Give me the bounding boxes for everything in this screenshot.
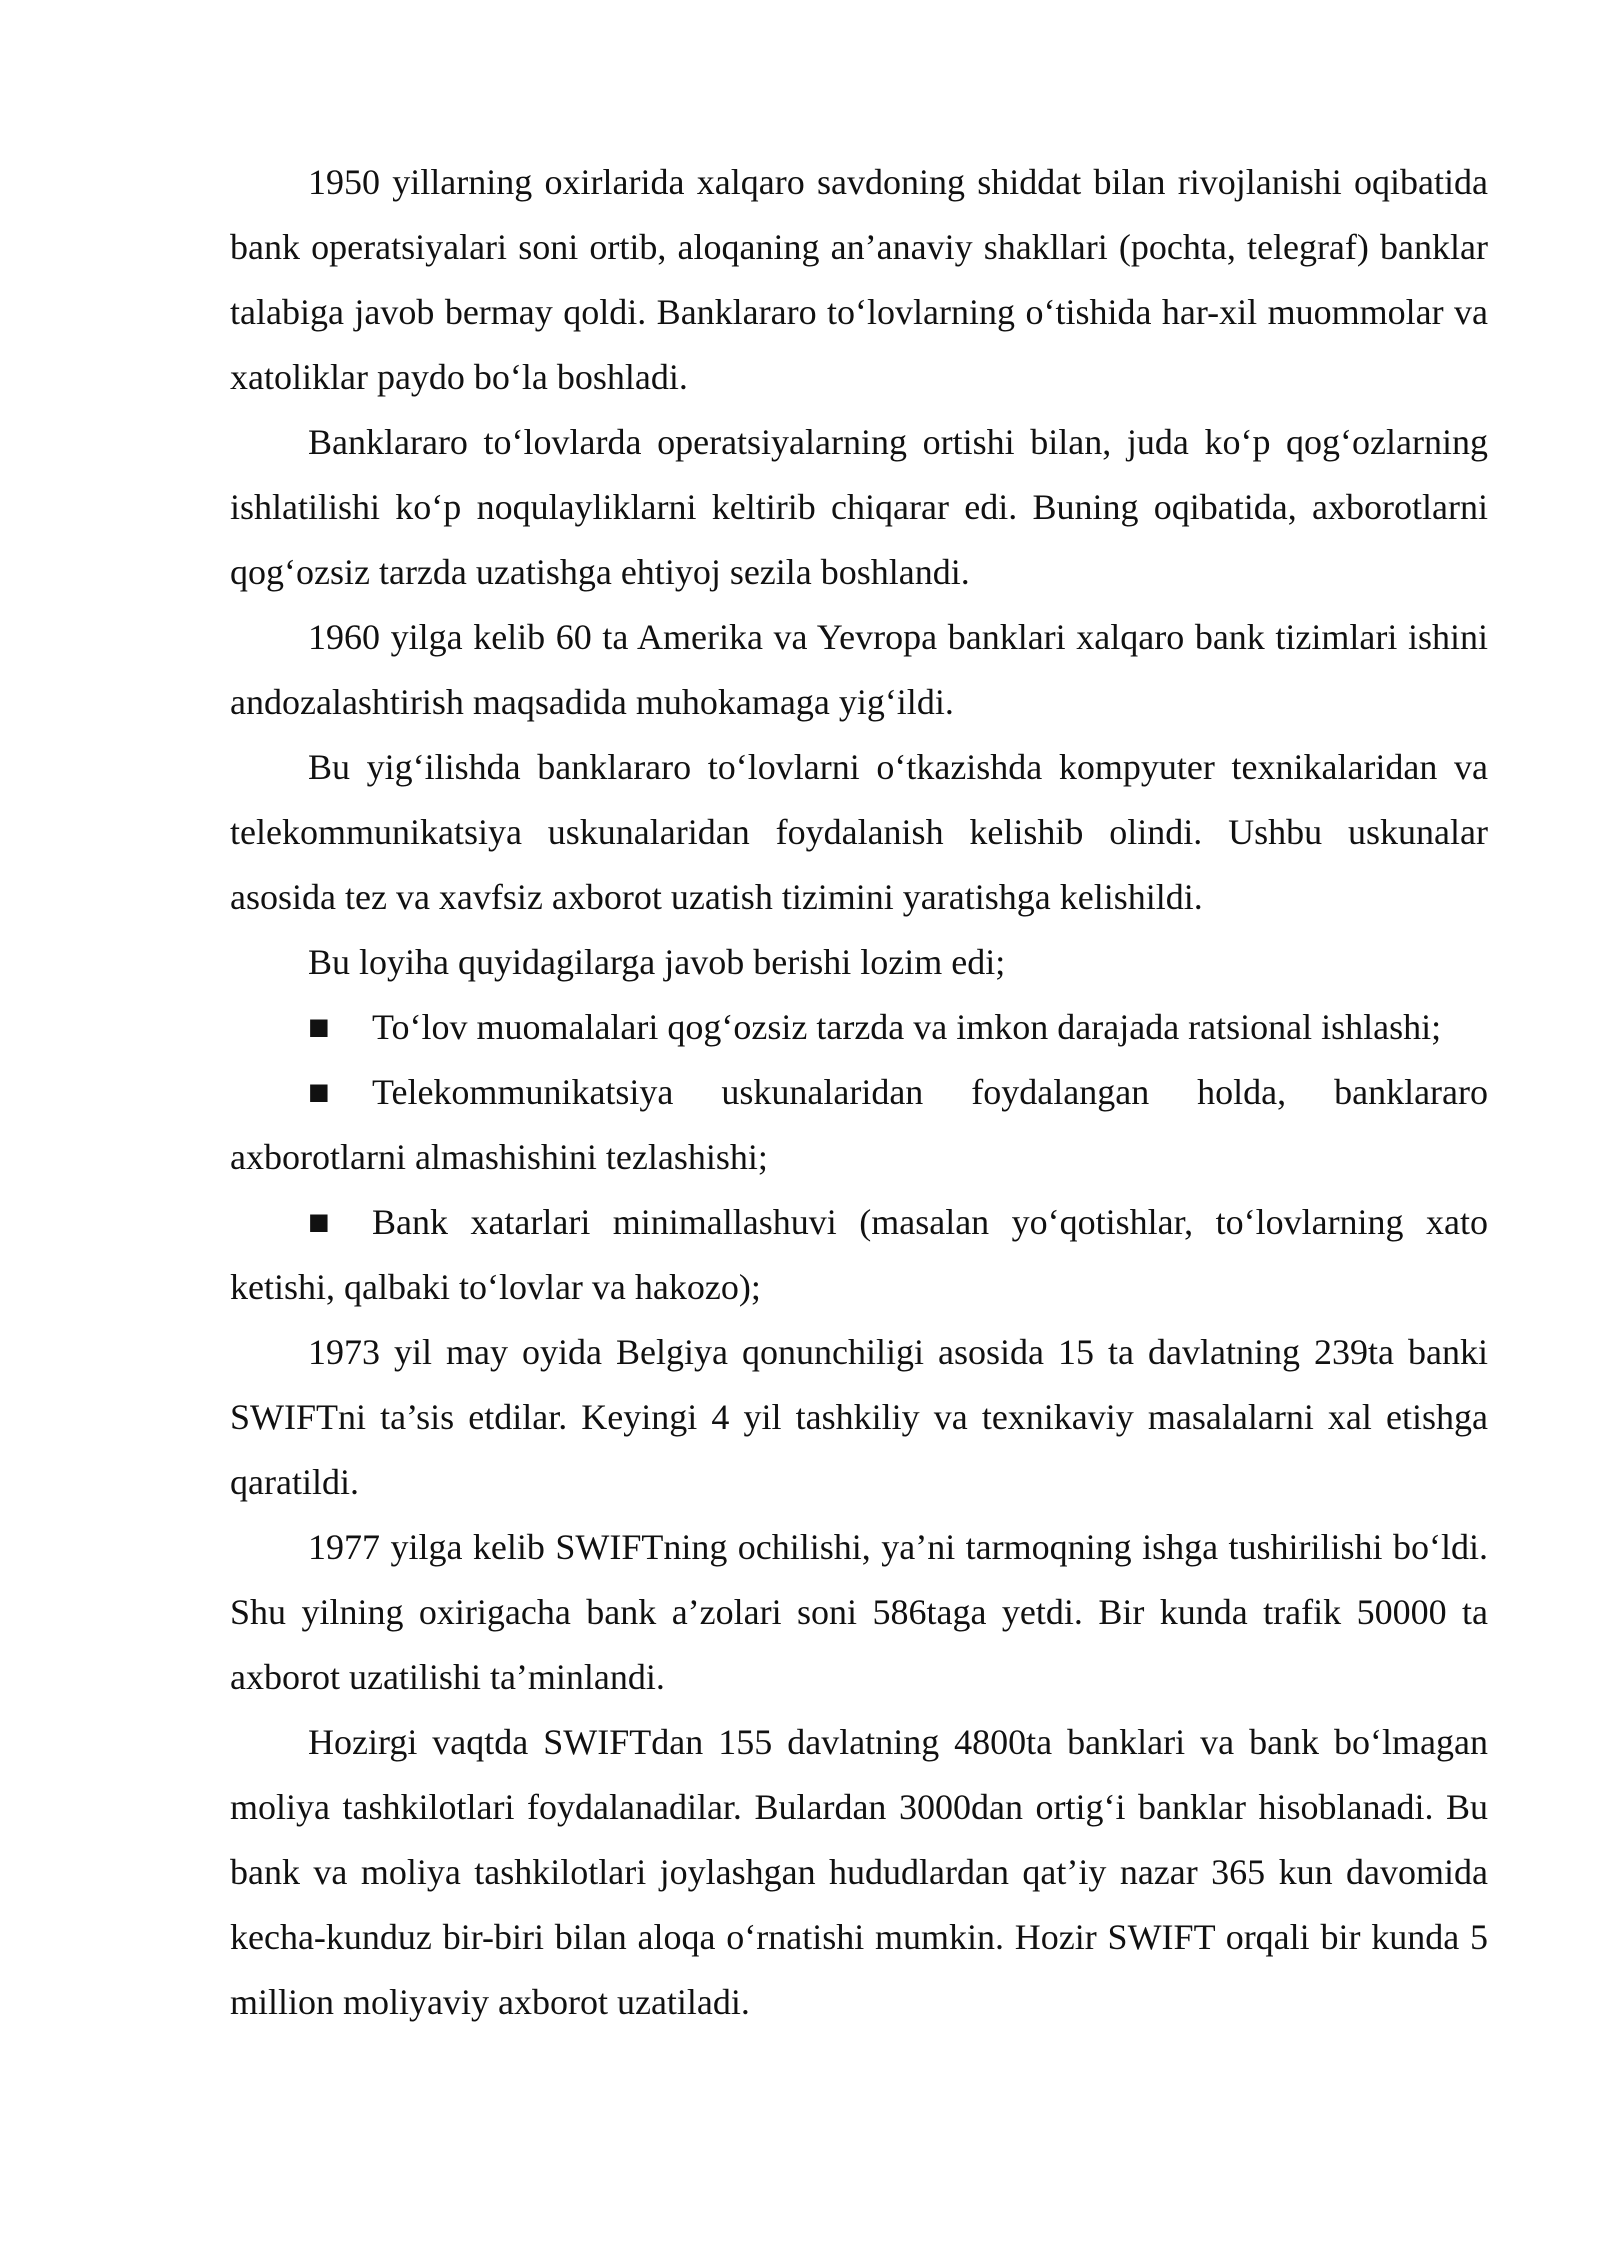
list-item: [230, 995, 1488, 1060]
list-item-text: Telekommunikatsiya uskunalaridan foydalangan holda, banklararo axborotlarni almashishini tezlashishi;: [230, 1072, 1488, 1177]
paragraph-meeting-agreement: Bu yig‘ilishda banklararo to‘lovlarni o‘tkazishda kompyuter texnikalaridan va telekommunikatsiya uskunalaridan foydalanish kelishib olindi. Ushbu uskunalar asosida tez va xavfsiz axborot uzatish tizimini yaratishga kelishildi.: [230, 747, 1488, 917]
list-item-text: To‘lov muomalalari qog‘ozsiz tarzda va imkon darajada ratsional ishlashi;: [372, 1007, 1442, 1047]
list-item-text: Bank xatarlari minimallashuvi (masalan yo‘qotishlar, to‘lovlarning xato ketishi, qalbaki to‘lovlar va hakozo);: [230, 1202, 1488, 1307]
paragraph-1960-meeting: 1960 yilga kelib 60 ta Amerika va Yevropa banklari xalqaro bank tizimlari ishini andozalashtirish maqsadida muhokamaga yig‘ildi.: [230, 617, 1488, 722]
paragraph-paper-problems: Banklararo to‘lovlarda operatsiyalarning ortishi bilan, juda ko‘p qog‘ozlarning ishlatilishi ko‘p noqulayliklarni keltirib chiqarar edi. Buning oqibatida, axborotlarni qog‘ozsiz tarzda uzatishga ehtiyoj sezila boshlandi.: [230, 422, 1488, 592]
paragraph-swift-origins: 1950 yillarning oxirlarida xalqaro savdoning shiddat bilan rivojlanishi oqibatida bank operatsiyalari soni ortib, aloqaning an’anaviy shakllari (pochta, telegraf) banklar talabiga javob bermay qoldi. Banklararo to‘lovlarning o‘tishida har-xil muommolar va xatoliklar paydo bo‘la boshladi.: [230, 162, 1488, 397]
list-item: [230, 1060, 1488, 1190]
paragraph-project-requirements: Bu loyiha quyidagilarga javob berishi lozim edi;: [308, 942, 1006, 982]
bullet-square-icon: ■: [308, 1202, 330, 1242]
bullet-square-icon: ■: [308, 1007, 330, 1047]
document-page: [230, 150, 1488, 2035]
list-item: [230, 1190, 1488, 1320]
paragraph-1977-launch: 1977 yilga kelib SWIFTning ochilishi, ya’ni tarmoqning ishga tushirilishi bo‘ldi. Shu yilning oxirigacha bank a’zolari soni 586taga yetdi. Bir kunda trafik 50000 ta axborot uzatilishi ta’minlandi.: [230, 1527, 1488, 1697]
paragraph-current-usage: Hozirgi vaqtda SWIFTdan 155 davlatning 4800ta banklari va bank bo‘lmagan moliya tashkilotlari foydalanadilar. Bulardan 3000dan ortig‘i banklar hisoblanadi. Bu bank va moliya tashkilotlari joylashgan hududlardan qat’iy nazar 365 kun davomida kecha-kunduz bir-biri bilan aloqa o‘rnatishi mumkin. Hozir SWIFT orqali bir kunda 5 million moliyaviy axborot uzatiladi.: [230, 1722, 1488, 2022]
paragraph-1973-founding: 1973 yil may oyida Belgiya qonunchiligi asosida 15 ta davlatning 239ta banki SWIFTni ta’sis etdilar. Keyingi 4 yil tashkiliy va texnikaviy masalalarni xal etishga qaratildi.: [230, 1332, 1488, 1502]
bullet-square-icon: ■: [308, 1072, 330, 1112]
